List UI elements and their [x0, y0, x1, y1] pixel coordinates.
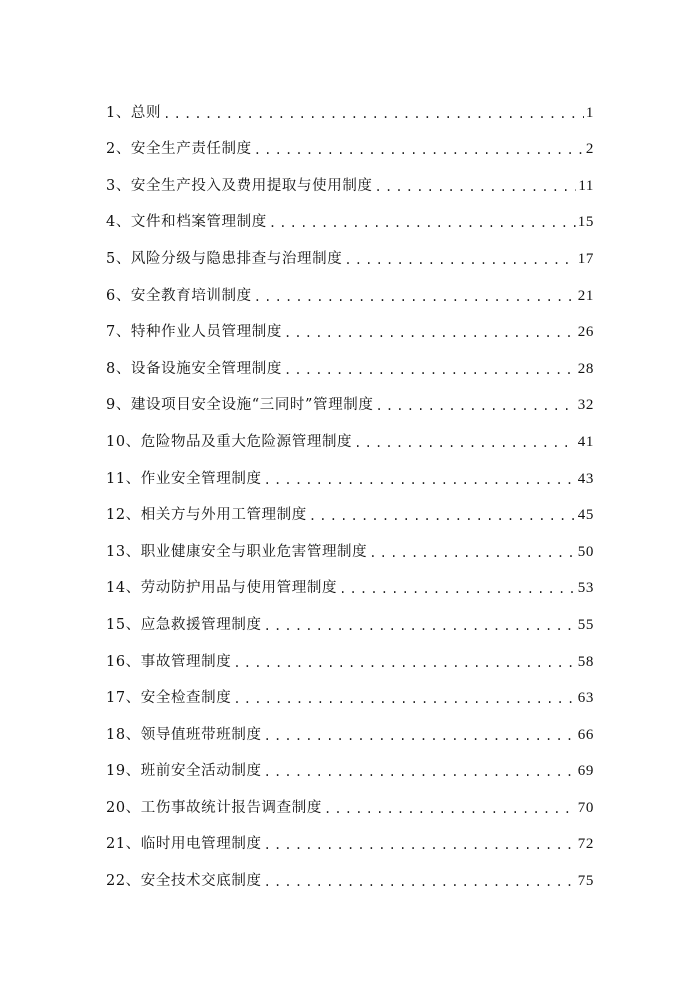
toc-dot-leader: [339, 580, 576, 598]
toc-entry[interactable]: [106, 306, 594, 343]
toc-dot-leader: [309, 507, 576, 525]
toc-entry[interactable]: [106, 379, 594, 416]
toc-entry-title: 19、班前安全活动制度: [106, 763, 262, 780]
toc-entry-page: 1: [585, 104, 594, 121]
toc-entry-title: 13、职业健康安全与职业危害管理制度: [106, 543, 368, 560]
toc-entry-title: 10、危险物品及重大危险源管理制度: [106, 433, 353, 450]
toc-entry-title: 16、事故管理制度: [106, 653, 232, 670]
toc-entry[interactable]: [106, 269, 594, 306]
toc-dot-leader: [375, 397, 575, 415]
toc-entry[interactable]: [106, 598, 594, 635]
toc-entry-page: 66: [577, 726, 594, 743]
toc-dot-leader: [264, 617, 576, 635]
toc-entry-title: 3、安全生产投入及费用提取与使用制度: [106, 177, 373, 194]
toc-entry[interactable]: [106, 672, 594, 709]
toc-entry-page: 41: [577, 433, 594, 450]
toc-entry[interactable]: [106, 123, 594, 160]
toc-entry-page: 15: [577, 214, 594, 231]
toc-entry-title: 2、安全生产责任制度: [106, 141, 252, 158]
toc-dot-leader: [344, 251, 575, 269]
toc-entry-title: 7、特种作业人员管理制度: [106, 324, 282, 341]
toc-entry-page: 75: [577, 873, 594, 890]
toc-entry-page: 11: [578, 177, 594, 194]
toc-entry-title: 21、临时用电管理制度: [106, 836, 262, 853]
toc-entry[interactable]: [106, 854, 594, 891]
toc-entry-page: 63: [577, 690, 594, 707]
toc-dot-leader: [375, 178, 577, 196]
toc-entry-title: 20、工伤事故统计报告调查制度: [106, 799, 322, 816]
toc-entry-title: 8、设备设施安全管理制度: [106, 360, 282, 377]
toc-dot-leader: [264, 836, 576, 854]
toc-entry-title: 12、相关方与外用工管理制度: [106, 507, 307, 524]
toc-entry-page: 72: [577, 836, 594, 853]
toc-dot-leader: [324, 800, 576, 818]
toc-dot-leader: [264, 727, 576, 745]
table-of-contents: [106, 86, 594, 891]
toc-entry-page: 70: [577, 799, 594, 816]
toc-entry[interactable]: [106, 635, 594, 672]
toc-entry-page: 28: [577, 360, 594, 377]
toc-entry-page: 17: [577, 250, 594, 267]
toc-entry[interactable]: [106, 781, 594, 818]
toc-dot-leader: [264, 763, 576, 781]
toc-entry-title: 14、劳动防护用品与使用管理制度: [106, 580, 338, 597]
toc-entry-title: 1、总则: [106, 104, 162, 121]
toc-entry-page: 32: [577, 397, 594, 414]
toc-dot-leader: [254, 141, 584, 159]
toc-dot-leader: [233, 690, 575, 708]
toc-entry[interactable]: [106, 86, 594, 123]
toc-entry[interactable]: [106, 489, 594, 526]
toc-dot-leader: [254, 288, 576, 306]
toc-dot-leader: [284, 324, 576, 342]
toc-entry-title: 18、领导值班带班制度: [106, 726, 262, 743]
toc-dot-leader: [284, 361, 576, 379]
toc-entry[interactable]: [106, 818, 594, 855]
toc-entry[interactable]: [106, 196, 594, 233]
toc-entry-title: 5、风险分级与隐患排查与治理制度: [106, 250, 343, 267]
toc-entry-page: 58: [577, 653, 594, 670]
toc-entry-page: 2: [585, 141, 594, 158]
toc-entry-page: 69: [577, 763, 594, 780]
toc-entry-title: 6、安全教育培训制度: [106, 287, 252, 304]
toc-dot-leader: [369, 544, 576, 562]
toc-entry[interactable]: [106, 452, 594, 489]
toc-entry[interactable]: [106, 708, 594, 745]
toc-entry[interactable]: [106, 562, 594, 599]
toc-dot-leader: [163, 105, 584, 123]
toc-entry-page: 26: [577, 324, 594, 341]
toc-dot-leader: [264, 873, 576, 891]
toc-dot-leader: [264, 471, 576, 489]
toc-entry[interactable]: [106, 159, 594, 196]
toc-entry-page: 50: [577, 543, 594, 560]
toc-entry[interactable]: [106, 415, 594, 452]
toc-entry-title: 22、安全技术交底制度: [106, 873, 262, 890]
toc-entry-page: 45: [577, 507, 594, 524]
toc-entry[interactable]: [106, 342, 594, 379]
toc-entry-title: 11、作业安全管理制度: [106, 470, 262, 487]
toc-entry[interactable]: [106, 745, 594, 782]
toc-dot-leader: [233, 654, 575, 672]
toc-entry[interactable]: [106, 525, 594, 562]
toc-entry-page: 55: [577, 616, 594, 633]
toc-entry-title: 4、文件和档案管理制度: [106, 214, 267, 231]
toc-entry-title: 15、应急救援管理制度: [106, 616, 262, 633]
toc-dot-leader: [269, 214, 576, 232]
toc-entry-page: 21: [577, 287, 594, 304]
toc-entry-page: 43: [577, 470, 594, 487]
toc-entry-title: 9、建设项目安全设施“三同时”管理制度: [106, 397, 374, 414]
toc-entry-title: 17、安全检查制度: [106, 690, 232, 707]
toc-entry-page: 53: [577, 580, 594, 597]
toc-entry[interactable]: [106, 232, 594, 269]
toc-dot-leader: [354, 434, 576, 452]
